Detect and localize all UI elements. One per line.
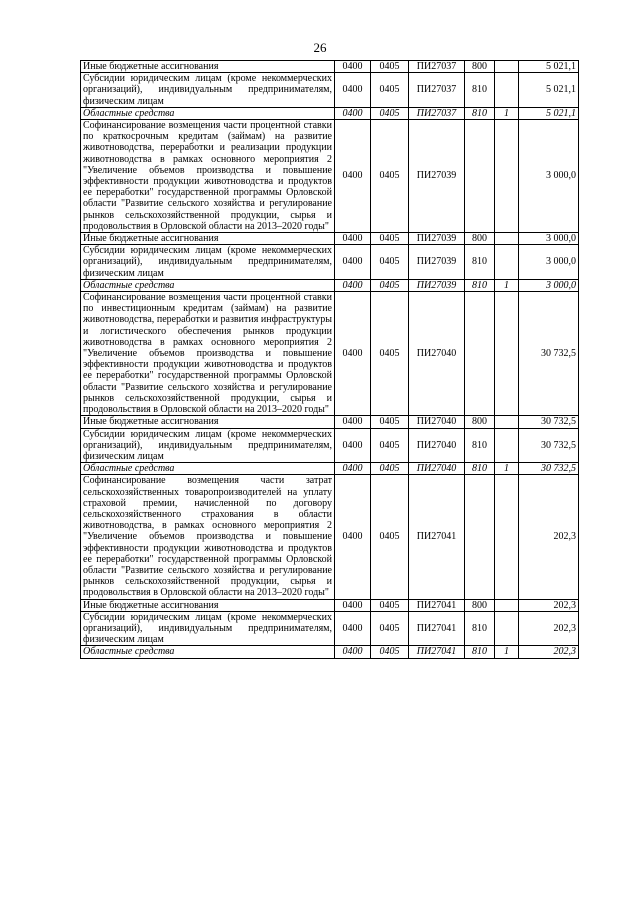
funding-source-code	[495, 416, 519, 428]
expense-type-code	[465, 292, 495, 416]
amount-value: 5 021,1	[519, 107, 579, 119]
subsection-code: 0405	[371, 107, 409, 119]
funding-source-code	[495, 428, 519, 463]
subsection-code: 0405	[371, 416, 409, 428]
expense-type-code: 810	[465, 428, 495, 463]
amount-value: 30 732,5	[519, 463, 579, 475]
table-row	[81, 61, 579, 73]
target-article-code: ПИ27039	[409, 279, 465, 291]
target-article-code: ПИ27037	[409, 61, 465, 73]
funding-source-code	[495, 245, 519, 280]
row-description: Субсидии юридическим лицам (кроме некоммерческих организаций), индивидуальным предпринимателям, физическим лицам	[81, 73, 335, 108]
table-row	[81, 475, 579, 599]
amount-value: 30 732,5	[519, 292, 579, 416]
funding-source-code: 1	[495, 107, 519, 119]
section-code: 0400	[335, 646, 371, 658]
table-row	[81, 292, 579, 416]
subsection-code: 0405	[371, 475, 409, 599]
amount-value: 3 000,0	[519, 233, 579, 245]
table-row	[81, 107, 579, 119]
table-row	[81, 611, 579, 646]
funding-source-code: 1	[495, 646, 519, 658]
row-description: Софинансирование возмещения части затрат сельскохозяйственных товаропроизводителей на уплату страховой премии, начисленной по договору сельскохозяйственного страхования в области животноводства, в рамках основного мероприятия 2 "Увеличение объемов производства и повышение эффективности продукции животноводства и продуктов ее переработки" государственной программы Орловской области "Развитие сельского хозяйства и регулирование рынков сельскохозяйственной продукции, сырья и продовольствия в Орловской области на 2013–2020 годы"	[81, 475, 335, 599]
target-article-code: ПИ27037	[409, 107, 465, 119]
section-code: 0400	[335, 463, 371, 475]
table-row	[81, 245, 579, 280]
funding-source-code	[495, 611, 519, 646]
row-description: Областные средства	[81, 279, 335, 291]
section-code: 0400	[335, 611, 371, 646]
budget-table	[80, 60, 579, 659]
target-article-code: ПИ27040	[409, 463, 465, 475]
funding-source-code: 1	[495, 463, 519, 475]
section-code: 0400	[335, 292, 371, 416]
section-code: 0400	[335, 233, 371, 245]
table-row	[81, 463, 579, 475]
row-description: Иные бюджетные ассигнования	[81, 599, 335, 611]
funding-source-code	[495, 292, 519, 416]
subsection-code: 0405	[371, 120, 409, 233]
funding-source-code: 1	[495, 279, 519, 291]
amount-value: 202,3	[519, 646, 579, 658]
row-description: Субсидии юридическим лицам (кроме некоммерческих организаций), индивидуальным предпринимателям, физическим лицам	[81, 245, 335, 280]
funding-source-code	[495, 120, 519, 233]
target-article-code: ПИ27040	[409, 292, 465, 416]
subsection-code: 0405	[371, 245, 409, 280]
target-article-code: ПИ27039	[409, 233, 465, 245]
row-description: Областные средства	[81, 646, 335, 658]
table-row	[81, 416, 579, 428]
row-description: Областные средства	[81, 463, 335, 475]
subsection-code: 0405	[371, 646, 409, 658]
subsection-code: 0405	[371, 292, 409, 416]
table-row	[81, 73, 579, 108]
target-article-code: ПИ27040	[409, 428, 465, 463]
table-row	[81, 279, 579, 291]
amount-value: 3 000,0	[519, 120, 579, 233]
row-description: Иные бюджетные ассигнования	[81, 61, 335, 73]
funding-source-code	[495, 599, 519, 611]
target-article-code: ПИ27039	[409, 120, 465, 233]
target-article-code: ПИ27041	[409, 646, 465, 658]
amount-value: 5 021,1	[519, 73, 579, 108]
row-description: Субсидии юридическим лицам (кроме некоммерческих организаций), индивидуальным предпринимателям, физическим лицам	[81, 611, 335, 646]
subsection-code: 0405	[371, 463, 409, 475]
funding-source-code	[495, 233, 519, 245]
expense-type-code: 810	[465, 646, 495, 658]
amount-value: 202,3	[519, 475, 579, 599]
section-code: 0400	[335, 61, 371, 73]
expense-type-code: 800	[465, 416, 495, 428]
table-row	[81, 646, 579, 658]
section-code: 0400	[335, 245, 371, 280]
row-description: Софинансирование возмещения части процентной ставки по инвестиционным кредитам (займам) на развитие животноводства, переработки и развития инфраструктуры и логистического обеспечения рынков продукции животноводства в рамках основного мероприятия 2 "Увеличение объемов производства и повышение эффективности продукции животноводства и продуктов ее переработки" государственной программы Орловской области "Развитие сельского хозяйства и регулирование рынков сельскохозяйственной продукции, сырья и продовольствия в Орловской области на 2013–2020 годы"	[81, 292, 335, 416]
row-description: Иные бюджетные ассигнования	[81, 416, 335, 428]
funding-source-code	[495, 61, 519, 73]
target-article-code: ПИ27039	[409, 245, 465, 280]
table-row	[81, 428, 579, 463]
amount-value: 5 021,1	[519, 61, 579, 73]
amount-value: 202,3	[519, 599, 579, 611]
table-row	[81, 120, 579, 233]
section-code: 0400	[335, 599, 371, 611]
row-description: Иные бюджетные ассигнования	[81, 233, 335, 245]
table-row	[81, 233, 579, 245]
expense-type-code: 810	[465, 245, 495, 280]
amount-value: 30 732,5	[519, 428, 579, 463]
row-description: Субсидии юридическим лицам (кроме некоммерческих организаций), индивидуальным предпринимателям, физическим лицам	[81, 428, 335, 463]
expense-type-code: 800	[465, 599, 495, 611]
expense-type-code: 810	[465, 73, 495, 108]
subsection-code: 0405	[371, 279, 409, 291]
amount-value: 3 000,0	[519, 279, 579, 291]
table-row	[81, 599, 579, 611]
funding-source-code	[495, 475, 519, 599]
table-body	[81, 61, 579, 659]
row-description: Областные средства	[81, 107, 335, 119]
subsection-code: 0405	[371, 599, 409, 611]
section-code: 0400	[335, 428, 371, 463]
amount-value: 202,3	[519, 611, 579, 646]
subsection-code: 0405	[371, 428, 409, 463]
target-article-code: ПИ27041	[409, 611, 465, 646]
expense-type-code: 810	[465, 463, 495, 475]
expense-type-code: 800	[465, 233, 495, 245]
subsection-code: 0405	[371, 73, 409, 108]
target-article-code: ПИ27041	[409, 599, 465, 611]
page-number: 26	[313, 40, 327, 55]
expense-type-code: 800	[465, 61, 495, 73]
target-article-code: ПИ27040	[409, 416, 465, 428]
expense-type-code: 810	[465, 107, 495, 119]
amount-value: 3 000,0	[519, 245, 579, 280]
row-description: Софинансирование возмещения части процентной ставки по краткосрочным кредитам (займам) на развитие животноводства, переработки и реализации продукции животноводства в рамках основного мероприятия 2 "Увеличение объемов производства и повышение эффективности продукции животноводства и продуктов ее переработки" государственной программы Орловской области "Развитие сельского хозяйства и регулирование рынков сельскохозяйственной продукции, сырья и продовольствия в Орловской области на 2013–2020 годы"	[81, 120, 335, 233]
section-code: 0400	[335, 475, 371, 599]
section-code: 0400	[335, 416, 371, 428]
expense-type-code: 810	[465, 611, 495, 646]
expense-type-code: 810	[465, 279, 495, 291]
section-code: 0400	[335, 120, 371, 233]
expense-type-code	[465, 475, 495, 599]
target-article-code: ПИ27041	[409, 475, 465, 599]
section-code: 0400	[335, 107, 371, 119]
expense-type-code	[465, 120, 495, 233]
section-code: 0400	[335, 73, 371, 108]
funding-source-code	[495, 73, 519, 108]
subsection-code: 0405	[371, 61, 409, 73]
section-code: 0400	[335, 279, 371, 291]
subsection-code: 0405	[371, 611, 409, 646]
amount-value: 30 732,5	[519, 416, 579, 428]
subsection-code: 0405	[371, 233, 409, 245]
target-article-code: ПИ27037	[409, 73, 465, 108]
